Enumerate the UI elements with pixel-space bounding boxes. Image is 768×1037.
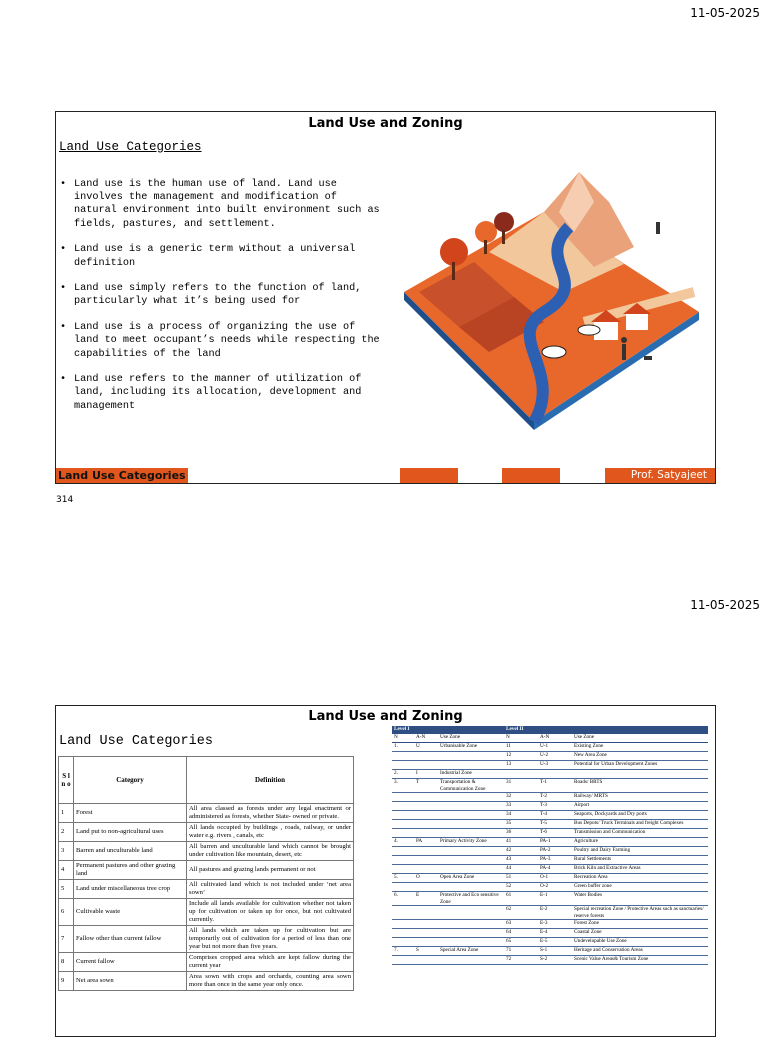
- zone-cell: [392, 865, 414, 874]
- zone-cell: S: [414, 947, 438, 956]
- table-row: [59, 953, 354, 972]
- zone-cell: Green buffer zone: [572, 883, 708, 892]
- zone-cell: Scenic Value Areas& Tourism Zone: [572, 956, 708, 965]
- zone-cell: [392, 761, 414, 770]
- zone-cell: PA-1: [538, 838, 572, 847]
- zone-cell: Open Area Zone: [438, 874, 504, 883]
- definition-cell: Area sown with crops and orchards, counting area sown more than once in the same year only once.: [187, 972, 354, 991]
- table-row: [392, 779, 708, 793]
- level-2-label: Level II: [504, 726, 708, 734]
- zone-cell: [438, 761, 504, 770]
- category-cell: Permanent pastures and other grazing land: [74, 861, 187, 880]
- table-row: [392, 883, 708, 892]
- category-cell: Land under miscellaneous tree crop: [74, 880, 187, 899]
- zone-cell: [414, 793, 438, 802]
- category-cell: Land put to non-agricultural uses: [74, 823, 187, 842]
- zone-cell: 62: [504, 906, 538, 920]
- table-row: [392, 752, 708, 761]
- level-header-row: [392, 726, 708, 734]
- table-row: [392, 929, 708, 938]
- zone-cell: Special recreation Zone / Protective Areas such as sanctuaries/ reserve forests: [572, 906, 708, 920]
- zone-cell: [392, 820, 414, 829]
- zone-cell: [414, 956, 438, 965]
- zone-cell: 7.: [392, 947, 414, 956]
- zone-cell: 43: [504, 856, 538, 865]
- zone-cell: 35: [504, 820, 538, 829]
- slide-land-use-tables: [55, 705, 716, 1037]
- zone-cell: S-1: [538, 947, 572, 956]
- date-stamp-bottom: 11-05-2025: [690, 598, 760, 612]
- zone-cell: [438, 906, 504, 920]
- zone-cell: S-2: [538, 956, 572, 965]
- definition-cell: Comprises cropped area which are kept fallow during the current year: [187, 953, 354, 972]
- zone-cell: 13: [504, 761, 538, 770]
- category-cell: Current fallow: [74, 953, 187, 972]
- column-header: N: [392, 734, 414, 743]
- zone-cell: 32: [504, 793, 538, 802]
- table-row: [59, 972, 354, 991]
- zone-cell: I: [414, 770, 438, 779]
- zone-cell: PA-3: [538, 856, 572, 865]
- table-row: [59, 823, 354, 842]
- table-row: [392, 874, 708, 883]
- zone-cell: [438, 956, 504, 965]
- row-number: 8: [59, 953, 74, 972]
- bullet-item: • Land use is a process of organizing the use of land to meet occupant’s needs while respecting the capabilities of the land: [60, 321, 380, 361]
- zone-cell: Railway/ MRTS: [572, 793, 708, 802]
- footer-label: Land Use Categories: [58, 469, 186, 482]
- bullet-item: • Land use simply refers to the function of land, particularly what it’s being used for: [60, 282, 380, 308]
- zone-cell: 6.: [392, 892, 414, 906]
- zone-cell: E: [414, 892, 438, 906]
- zone-cell: Seaports, Dockyards and Dry ports: [572, 811, 708, 820]
- zone-cell: 36: [504, 829, 538, 838]
- zone-cell: [438, 847, 504, 856]
- level-1-label: Level I: [392, 726, 504, 734]
- zone-cell: 3.: [392, 779, 414, 793]
- definition-cell: All pastures and grazing lands permanent or not: [187, 861, 354, 880]
- zone-cell: 11: [504, 743, 538, 752]
- column-header-row: [392, 734, 708, 743]
- zone-cell: E-2: [538, 906, 572, 920]
- zone-cell: T-2: [538, 793, 572, 802]
- footer-bar-block: [502, 468, 560, 483]
- zone-cell: [414, 847, 438, 856]
- zone-cell: [414, 865, 438, 874]
- zone-cell: [392, 938, 414, 947]
- table-row: [392, 847, 708, 856]
- column-header: Use Zone: [572, 734, 708, 743]
- row-number: 3: [59, 842, 74, 861]
- zone-cell: [414, 811, 438, 820]
- zone-cell: O: [414, 874, 438, 883]
- zone-cell: E-5: [538, 938, 572, 947]
- zone-cell: 2.: [392, 770, 414, 779]
- definition-cell: All cultivated land which is not included under ‘net area sown’: [187, 880, 354, 899]
- zone-cell: E-1: [538, 892, 572, 906]
- zoning-classification-table: [392, 726, 708, 965]
- table-row: [392, 920, 708, 929]
- zone-cell: [414, 929, 438, 938]
- bullet-list: [60, 178, 380, 425]
- zone-cell: Roads/ BRTS: [572, 779, 708, 793]
- zone-cell: 71: [504, 947, 538, 956]
- zone-cell: Potential for Urban Development Zones: [572, 761, 708, 770]
- zone-cell: Transportation & Communication Zone: [438, 779, 504, 793]
- zone-cell: 51: [504, 874, 538, 883]
- zone-cell: [438, 883, 504, 892]
- table-row: [59, 861, 354, 880]
- zone-cell: [392, 956, 414, 965]
- section-heading: Land Use Categories: [59, 140, 202, 154]
- zone-cell: T-5: [538, 820, 572, 829]
- zone-cell: 52: [504, 883, 538, 892]
- zone-cell: O-1: [538, 874, 572, 883]
- section-heading: Land Use Categories: [59, 734, 213, 749]
- zone-cell: [438, 802, 504, 811]
- table-row: [392, 793, 708, 802]
- zone-cell: [392, 856, 414, 865]
- table-row: [59, 804, 354, 823]
- zone-cell: PA-4: [538, 865, 572, 874]
- table-row: [392, 938, 708, 947]
- zone-cell: T-1: [538, 779, 572, 793]
- row-number: 2: [59, 823, 74, 842]
- column-header: N: [504, 734, 538, 743]
- table-row: [59, 899, 354, 926]
- zone-cell: [438, 829, 504, 838]
- definition-cell: All barren and unculturable land which cannot be brought under cultivation like mountain, desert, etc: [187, 842, 354, 861]
- zone-cell: [392, 793, 414, 802]
- zone-cell: 33: [504, 802, 538, 811]
- category-cell: Cultivable waste: [74, 899, 187, 926]
- zone-cell: 12: [504, 752, 538, 761]
- zone-cell: [392, 802, 414, 811]
- category-cell: Barren and unculturable land: [74, 842, 187, 861]
- slide-title: Land Use and Zoning: [308, 116, 463, 131]
- zone-cell: Water Bodies: [572, 892, 708, 906]
- column-header-category: Category: [74, 757, 187, 804]
- bullet-item: • Land use is a generic term without a universal definition: [60, 243, 380, 269]
- slide-title: Land Use and Zoning: [308, 709, 463, 724]
- footer-author: Prof. Satyajeet: [605, 468, 715, 483]
- zone-cell: [392, 883, 414, 892]
- table-row: [392, 820, 708, 829]
- row-number: 1: [59, 804, 74, 823]
- zone-cell: [392, 811, 414, 820]
- zone-cell: E-3: [538, 920, 572, 929]
- zone-cell: E-4: [538, 929, 572, 938]
- zone-cell: Undevelopable Use Zone: [572, 938, 708, 947]
- zone-cell: T-4: [538, 811, 572, 820]
- date-stamp-top: 11-05-2025: [690, 6, 760, 20]
- row-number: 4: [59, 861, 74, 880]
- zone-cell: [438, 856, 504, 865]
- zone-cell: Coastal Zone: [572, 929, 708, 938]
- zone-cell: U-3: [538, 761, 572, 770]
- zone-cell: [572, 770, 708, 779]
- zone-cell: 72: [504, 956, 538, 965]
- definition-cell: All area classed as forests under any legal enactment or administered as forests, whether State- owned or private.: [187, 804, 354, 823]
- table-row: [392, 838, 708, 847]
- zone-cell: Existing Zone: [572, 743, 708, 752]
- zone-cell: Rural Settlements: [572, 856, 708, 865]
- table-row: [392, 761, 708, 770]
- zone-cell: 1.: [392, 743, 414, 752]
- zone-cell: U: [414, 743, 438, 752]
- zone-cell: [438, 929, 504, 938]
- table-row: [392, 743, 708, 752]
- zone-cell: 34: [504, 811, 538, 820]
- zone-cell: Industrial Zone: [438, 770, 504, 779]
- zone-cell: [392, 906, 414, 920]
- table-row: [392, 770, 708, 779]
- definition-cell: Include all lands available for cultivation whether not taken up for cultivation or taken up for once, but not cultivated currently.: [187, 899, 354, 926]
- zone-cell: [414, 920, 438, 929]
- zone-cell: Forest Zone: [572, 920, 708, 929]
- column-header: A-N: [538, 734, 572, 743]
- zone-cell: [438, 811, 504, 820]
- zone-cell: Bus Depots/ Truck Terminals and freight Complexes: [572, 820, 708, 829]
- column-header-sno: S l n o: [59, 757, 74, 804]
- zone-cell: Poultry and Dairy Farming: [572, 847, 708, 856]
- zone-cell: [438, 865, 504, 874]
- zone-cell: Special Area Zone: [438, 947, 504, 956]
- zone-cell: U-2: [538, 752, 572, 761]
- zone-cell: T: [414, 779, 438, 793]
- row-number: 9: [59, 972, 74, 991]
- table-row: [392, 947, 708, 956]
- column-header: A-N: [414, 734, 438, 743]
- zone-cell: [392, 920, 414, 929]
- slide-land-use-intro: [55, 111, 716, 484]
- zone-cell: [414, 883, 438, 892]
- zone-cell: Agriculture: [572, 838, 708, 847]
- table-row: [59, 926, 354, 953]
- zone-cell: New Area Zone: [572, 752, 708, 761]
- zone-cell: [414, 820, 438, 829]
- category-cell: Forest: [74, 804, 187, 823]
- table-row: [392, 956, 708, 965]
- zone-cell: [414, 906, 438, 920]
- category-cell: Fallow other than current fallow: [74, 926, 187, 953]
- table-row: [392, 906, 708, 920]
- zone-cell: [438, 820, 504, 829]
- zone-cell: [538, 770, 572, 779]
- zone-cell: 4.: [392, 838, 414, 847]
- category-cell: Net area sown: [74, 972, 187, 991]
- zone-cell: 31: [504, 779, 538, 793]
- zone-cell: Urbanisable Zone: [438, 743, 504, 752]
- zone-cell: 65: [504, 938, 538, 947]
- row-number: 7: [59, 926, 74, 953]
- zone-cell: [392, 929, 414, 938]
- table-row: [392, 811, 708, 820]
- row-number: 6: [59, 899, 74, 926]
- zone-cell: 41: [504, 838, 538, 847]
- zone-cell: [414, 829, 438, 838]
- zone-cell: Heritage and Conservation Areas: [572, 947, 708, 956]
- zone-cell: 44: [504, 865, 538, 874]
- zone-cell: [438, 938, 504, 947]
- column-header-definition: Definition: [187, 757, 354, 804]
- land-use-illustration: [394, 172, 704, 430]
- zone-cell: [414, 802, 438, 811]
- zone-cell: [438, 920, 504, 929]
- table-row: [392, 865, 708, 874]
- zone-cell: Transmission and Communication: [572, 829, 708, 838]
- zone-cell: 5.: [392, 874, 414, 883]
- table-row: [59, 842, 354, 861]
- zone-cell: [438, 752, 504, 761]
- zone-cell: [414, 761, 438, 770]
- zone-cell: 64: [504, 929, 538, 938]
- zone-cell: 42: [504, 847, 538, 856]
- zone-cell: Primary Activity Zone: [438, 838, 504, 847]
- definition-cell: All lands which are taken up for cultivation but are temporarily out of cultivation for a period of less than one year but not more than five years.: [187, 926, 354, 953]
- land-use-category-table: [58, 756, 354, 991]
- table-row: [392, 802, 708, 811]
- zone-cell: [392, 829, 414, 838]
- definition-cell: All lands occupied by buildings , roads, railway, or under water e.g. rivers , canals, etc: [187, 823, 354, 842]
- table-row: [392, 892, 708, 906]
- column-header: Use Zone: [438, 734, 504, 743]
- zone-cell: Protective and Eco sensitive Zone: [438, 892, 504, 906]
- zone-cell: [392, 752, 414, 761]
- bullet-item: • Land use refers to the manner of utilization of land, including its allocation, development and management: [60, 373, 380, 413]
- zone-cell: U-1: [538, 743, 572, 752]
- zone-cell: T-6: [538, 829, 572, 838]
- bullet-item: • Land use is the human use of land. Land use involves the management and modification of natural environment into built environment such as fields, pastures, and settlement.: [60, 178, 380, 231]
- zone-cell: [392, 847, 414, 856]
- footer-bar-block: [400, 468, 458, 483]
- zone-cell: [438, 793, 504, 802]
- zone-cell: 63: [504, 920, 538, 929]
- zone-cell: PA-2: [538, 847, 572, 856]
- zone-cell: Recreation Area: [572, 874, 708, 883]
- zone-cell: [414, 752, 438, 761]
- table-row: [59, 880, 354, 899]
- table-row: [392, 856, 708, 865]
- zone-cell: [504, 770, 538, 779]
- row-number: 5: [59, 880, 74, 899]
- zone-cell: Airport: [572, 802, 708, 811]
- table-row: [392, 829, 708, 838]
- page-number: 314: [56, 495, 74, 505]
- zone-cell: PA: [414, 838, 438, 847]
- slide-footer: [56, 468, 715, 483]
- zone-cell: Brick Kiln and Extractive Areas: [572, 865, 708, 874]
- zone-cell: 61: [504, 892, 538, 906]
- zone-cell: [414, 938, 438, 947]
- zone-cell: [414, 856, 438, 865]
- zone-cell: T-3: [538, 802, 572, 811]
- zone-cell: O-2: [538, 883, 572, 892]
